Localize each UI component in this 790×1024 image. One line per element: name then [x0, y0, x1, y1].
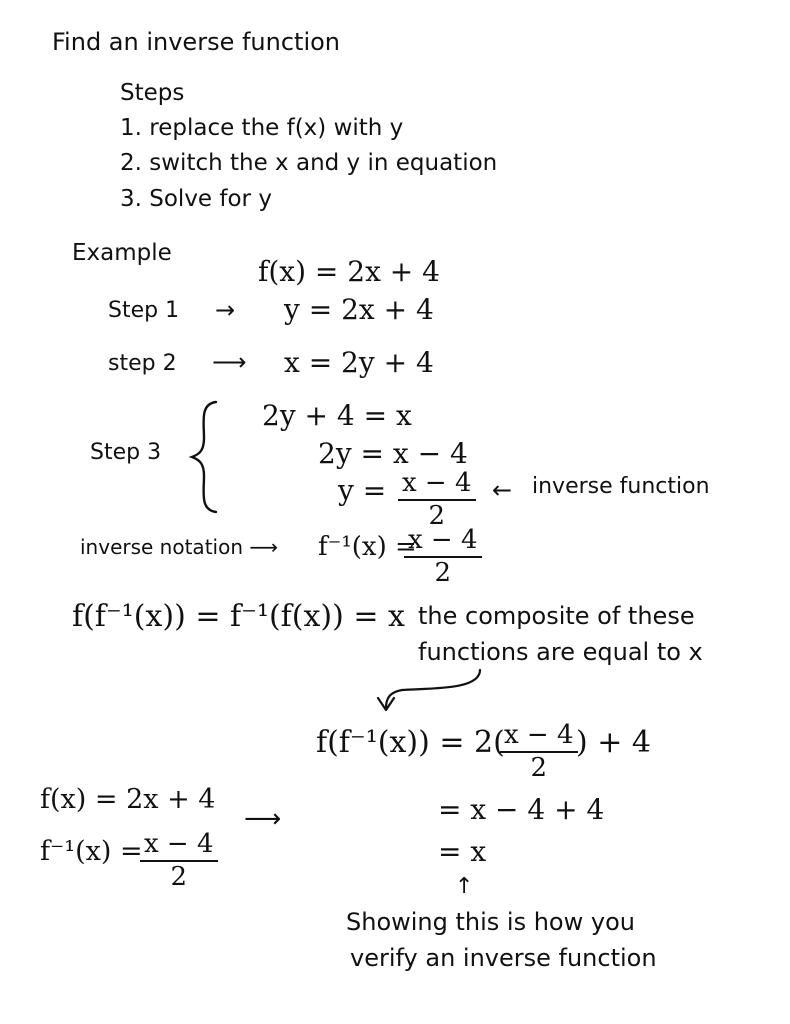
step-item-3: 3. Solve for y — [120, 186, 272, 212]
step1-label: Step 1 — [108, 298, 180, 323]
fraction-denominator: 2 — [434, 558, 452, 589]
step-item-2: 2. switch the x and y in equation — [120, 150, 498, 176]
left-inverse-fraction — [140, 831, 218, 892]
step2-arrow-icon: ⟶ — [212, 348, 247, 376]
verify-note-line2: verify an inverse function — [350, 944, 657, 972]
example-heading: Example — [72, 240, 172, 266]
left-function: f(x) = 2x + 4 — [40, 784, 216, 815]
fraction-numerator: x − 4 — [140, 831, 218, 862]
verify-eq1-lhs: f(f⁻¹(x)) = 2( — [316, 725, 505, 760]
verify-eq1-fraction — [500, 722, 578, 783]
step3-label: Step 3 — [90, 440, 162, 465]
composite-note-line1: the composite of these — [418, 602, 695, 630]
curly-brace-icon — [186, 398, 226, 516]
composite-note-line2: functions are equal to x — [418, 638, 703, 666]
step2-equation: x = 2y + 4 — [284, 346, 434, 379]
fraction-numerator: x − 4 — [404, 527, 482, 558]
inverse-notation-lhs: f⁻¹(x) = — [318, 532, 417, 562]
fraction-denominator: 2 — [530, 753, 548, 784]
inverse-notation-fraction — [404, 527, 482, 588]
step3-line2: 2y = x − 4 — [318, 437, 468, 470]
fraction-numerator: x − 4 — [500, 722, 578, 753]
composite-equation: f(f⁻¹(x)) = f⁻¹(f(x)) = x — [72, 599, 405, 634]
inverse-notation-label: inverse notation ⟶ — [80, 535, 279, 559]
step1-arrow-icon: → — [215, 296, 236, 324]
steps-heading: Steps — [120, 80, 185, 106]
fraction-denominator: 2 — [170, 862, 188, 893]
curved-arrow-icon — [372, 664, 492, 714]
step2-label: step 2 — [108, 351, 177, 376]
fraction-denominator: 2 — [428, 501, 446, 532]
step-item-1: 1. replace the f(x) with y — [120, 115, 404, 141]
up-arrow-icon: ↑ — [455, 874, 474, 899]
mid-arrow-icon: ⟶ — [244, 804, 282, 834]
given-function: f(x) = 2x + 4 — [258, 255, 440, 288]
verify-eq1-rhs: ) + 4 — [576, 725, 651, 760]
step1-equation: y = 2x + 4 — [284, 293, 434, 326]
verify-note-line1: Showing this is how you — [346, 908, 635, 936]
step3-line1: 2y + 4 = x — [262, 399, 412, 432]
page-title: Find an inverse function — [52, 28, 340, 56]
step3-line3-lhs: y = — [338, 474, 387, 507]
inverse-function-note: inverse function — [532, 474, 710, 499]
step3-fraction — [398, 470, 476, 531]
inverse-arrow-icon: ← — [492, 476, 513, 504]
left-inverse-lhs: f⁻¹(x) = — [40, 836, 143, 867]
verify-eq3: = x — [438, 835, 487, 868]
verify-eq2: = x − 4 + 4 — [438, 793, 605, 826]
fraction-numerator: x − 4 — [398, 470, 476, 501]
